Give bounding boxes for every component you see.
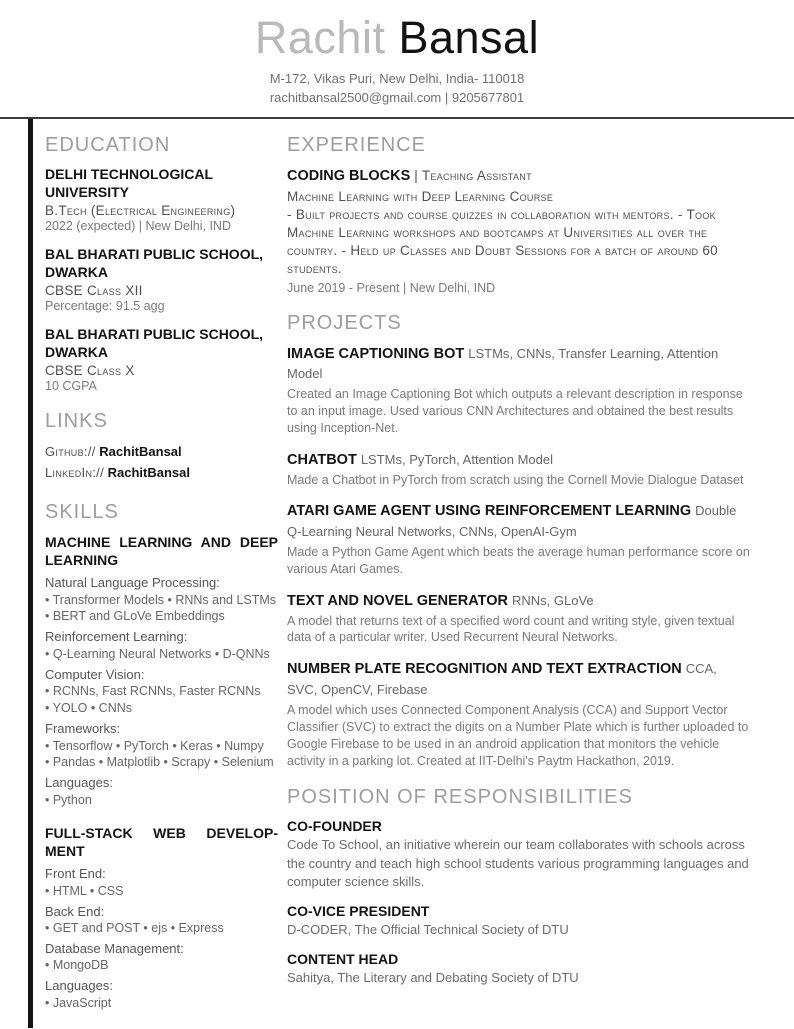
left-edge-bar — [28, 119, 33, 1028]
contact-line: rachitbansal2500@gmail.com | 9205677801 — [269, 90, 525, 105]
skill-category: Computer Vision: — [45, 666, 145, 682]
skill-group-title: FULL-STACK WEB DEVELOPMENT — [45, 824, 278, 859]
school-name: DELHI TECHNOLOGICAL UNIVERSITY — [45, 166, 213, 200]
education-heading: EDUCATION — [45, 134, 171, 156]
right-column — [287, 134, 750, 1029]
project-title-line — [287, 501, 750, 543]
project-entry — [287, 344, 750, 437]
project-title-line — [287, 591, 750, 612]
position-role: CO-FOUNDER — [287, 818, 382, 835]
project-description: A model which uses Connected Component Analysis (CCA) and Support Vector Classifier (SVC) to extract the digits on a Number Plate which is further uploaded to Google Firebase to be used in an android application that monitors the vehicle activity in a parking lot. Created at IIT-Delhi's Paytm Hackathon, 2019. — [287, 702, 749, 768]
job-subtitle: Machine Learning with Deep Learning Course — [287, 188, 554, 204]
position-role: CONTENT HEAD — [287, 951, 399, 968]
skill-items: • Python — [45, 792, 92, 807]
job-description: - Built projects and course quizzes in collaboration with mentors. - Took Machine Learning workshops and bootcamps at Universities all over the country. - Held up Classes and Doubt Sessions for a batch of around 60 students. — [287, 206, 718, 276]
skill-category: Front End: — [45, 866, 106, 882]
experience-entry — [287, 166, 750, 295]
project-entry — [287, 450, 750, 489]
linkedin-label: LinkedIn:// — [45, 464, 104, 480]
linkedin-link[interactable]: RachitBansal — [107, 464, 190, 480]
education-entry — [45, 166, 278, 233]
degree: CBSE Class XII — [45, 283, 143, 298]
section-skills — [45, 501, 278, 1012]
education-entry — [45, 326, 278, 393]
position-description: Sahitya, The Literary and Debating Society of DTU — [287, 970, 579, 986]
resume-body — [0, 119, 794, 1029]
project-description: Created an Image Captioning Bot which outputs a relevant description in response to an input image. Used various CNN Architectures and obtained the best results using Inception-Net. — [287, 387, 743, 435]
section-positions — [287, 786, 750, 987]
degree: CBSE Class X — [45, 363, 135, 378]
experience-heading: EXPERIENCE — [287, 134, 426, 156]
project-title-line — [287, 344, 750, 386]
project-description: Made a Python Game Agent which beats the average human performance score on various Atari Games. — [287, 545, 750, 576]
skill-items: • GET and POST • ejs • Express — [45, 921, 224, 936]
project-title-line — [287, 659, 750, 701]
skill-items: • Transformer Models • RNNs and LSTMs — [45, 592, 277, 607]
skills-heading: SKILLS — [45, 500, 119, 523]
project-name: CHATBOT — [287, 451, 357, 468]
project-description: Made a Chatbot in PyTorch from scratch using the Cornell Movie Dialogue Dataset — [287, 472, 744, 487]
project-tools: LSTMs, PyTorch, Attention Model — [360, 451, 554, 467]
skill-items: • RCNNs, Fast RCNNs, Faster RCNNs — [45, 684, 261, 699]
skill-items: • Pandas • Matplotlib • Scrapy • Selenium — [45, 755, 274, 770]
position-entry — [287, 818, 750, 891]
project-tools: CCA, SVC, OpenCV, Firebase — [287, 661, 717, 698]
project-entry — [287, 659, 750, 769]
skill-items: • HTML • CSS — [45, 883, 124, 898]
position-entry — [287, 951, 750, 987]
education-entry — [45, 246, 278, 313]
skill-category: Frameworks: — [45, 720, 121, 736]
last-name: Bansal — [398, 12, 540, 63]
project-tools: LSTMs, CNNs, Transfer Learning, Attention Model — [287, 345, 719, 382]
position-role: CO-VICE PRESIDENT — [287, 903, 430, 919]
job-role: | Teaching Assistant — [414, 168, 532, 183]
project-tools: RNNs, GLoVe — [512, 592, 594, 608]
skill-category: Database Management: — [45, 940, 184, 956]
github-link[interactable]: RachitBansal — [99, 444, 182, 459]
skill-category: Natural Language Processing: — [45, 574, 220, 590]
project-name: NUMBER PLATE RECOGNITION AND TEXT EXTRACTION — [287, 661, 682, 678]
positions-heading: POSITION OF RESPONSIBILITIES — [287, 786, 633, 809]
position-entry — [287, 903, 750, 939]
contact-block — [0, 69, 794, 108]
skill-items: • Tensorflow • PyTorch • Keras • Numpy — [45, 738, 264, 753]
project-title-line — [287, 450, 750, 471]
linkedin-link-line — [45, 463, 278, 484]
project-entry — [287, 591, 750, 647]
skill-items: • Q-Learning Neural Networks • D-QNNs — [45, 646, 270, 661]
skill-group-title: MACHINE LEARNING AND DEEP LEARNING — [45, 533, 278, 568]
github-link-line — [45, 442, 278, 463]
company-name: CODING BLOCKS — [287, 168, 411, 184]
project-tools: Double Q-Learning Neural Networks, CNNs, OpenAI-Gym — [287, 503, 737, 540]
section-experience — [287, 134, 750, 295]
resume-header — [0, 0, 794, 117]
skill-items: • BERT and GLoVe Embeddings — [45, 609, 225, 624]
project-name: TEXT AND NOVEL GENERATOR — [287, 592, 509, 609]
skill-group-ml — [45, 533, 278, 809]
section-links — [45, 410, 278, 484]
projects-heading: PROJECTS — [287, 311, 402, 334]
skill-category: Reinforcement Learning: — [45, 629, 188, 645]
section-education — [45, 134, 278, 393]
links-heading: LINKS — [45, 410, 108, 432]
github-label: Github:// — [45, 444, 96, 459]
address-line: M-172, Vikas Puri, New Delhi, India- 110018 — [269, 70, 525, 86]
school-name: BAL BHARATI PUBLIC SCHOOL, DWARKA — [45, 326, 264, 360]
skill-items: • YOLO • CNNs — [45, 701, 133, 716]
candidate-name — [0, 13, 794, 63]
job-date-location: June 2019 - Present | New Delhi, IND — [287, 280, 496, 295]
skill-group-fullstack — [45, 824, 278, 1012]
education-detail: Percentage: 91.5 agg — [45, 299, 165, 313]
position-description: Code To School, an initiative wherein our team collaborates with schools across the country and teach high school students various programming languages and computer science skills. — [287, 837, 749, 889]
position-description: D-CODER, The Official Technical Society of DTU — [287, 922, 569, 937]
skill-items: • MongoDB — [45, 958, 109, 973]
section-projects — [287, 312, 750, 770]
degree: B.Tech (Electrical Engineering) — [45, 203, 236, 218]
skill-category: Back End: — [45, 903, 105, 919]
left-column — [45, 134, 278, 1029]
project-name: ATARI GAME AGENT USING REINFORCEMENT LEARNING — [287, 503, 692, 520]
project-description: A model that returns text of a specified word count and writing style, given textual data of a particular writer. Used Recurrent Neural Networks. — [287, 613, 735, 645]
experience-title-line — [287, 166, 750, 187]
project-entry — [287, 501, 750, 577]
first-name: Rachit — [254, 12, 386, 63]
skill-category: Languages: — [45, 775, 113, 791]
skill-items: • JavaScript — [45, 995, 112, 1010]
skill-category: Languages: — [45, 978, 113, 994]
education-detail: 2022 (expected) | New Delhi, IND — [45, 219, 231, 233]
project-name: IMAGE CAPTIONING BOT — [287, 345, 465, 362]
education-detail: 10 CGPA — [45, 379, 97, 393]
school-name: BAL BHARATI PUBLIC SCHOOL, DWARKA — [45, 246, 264, 280]
